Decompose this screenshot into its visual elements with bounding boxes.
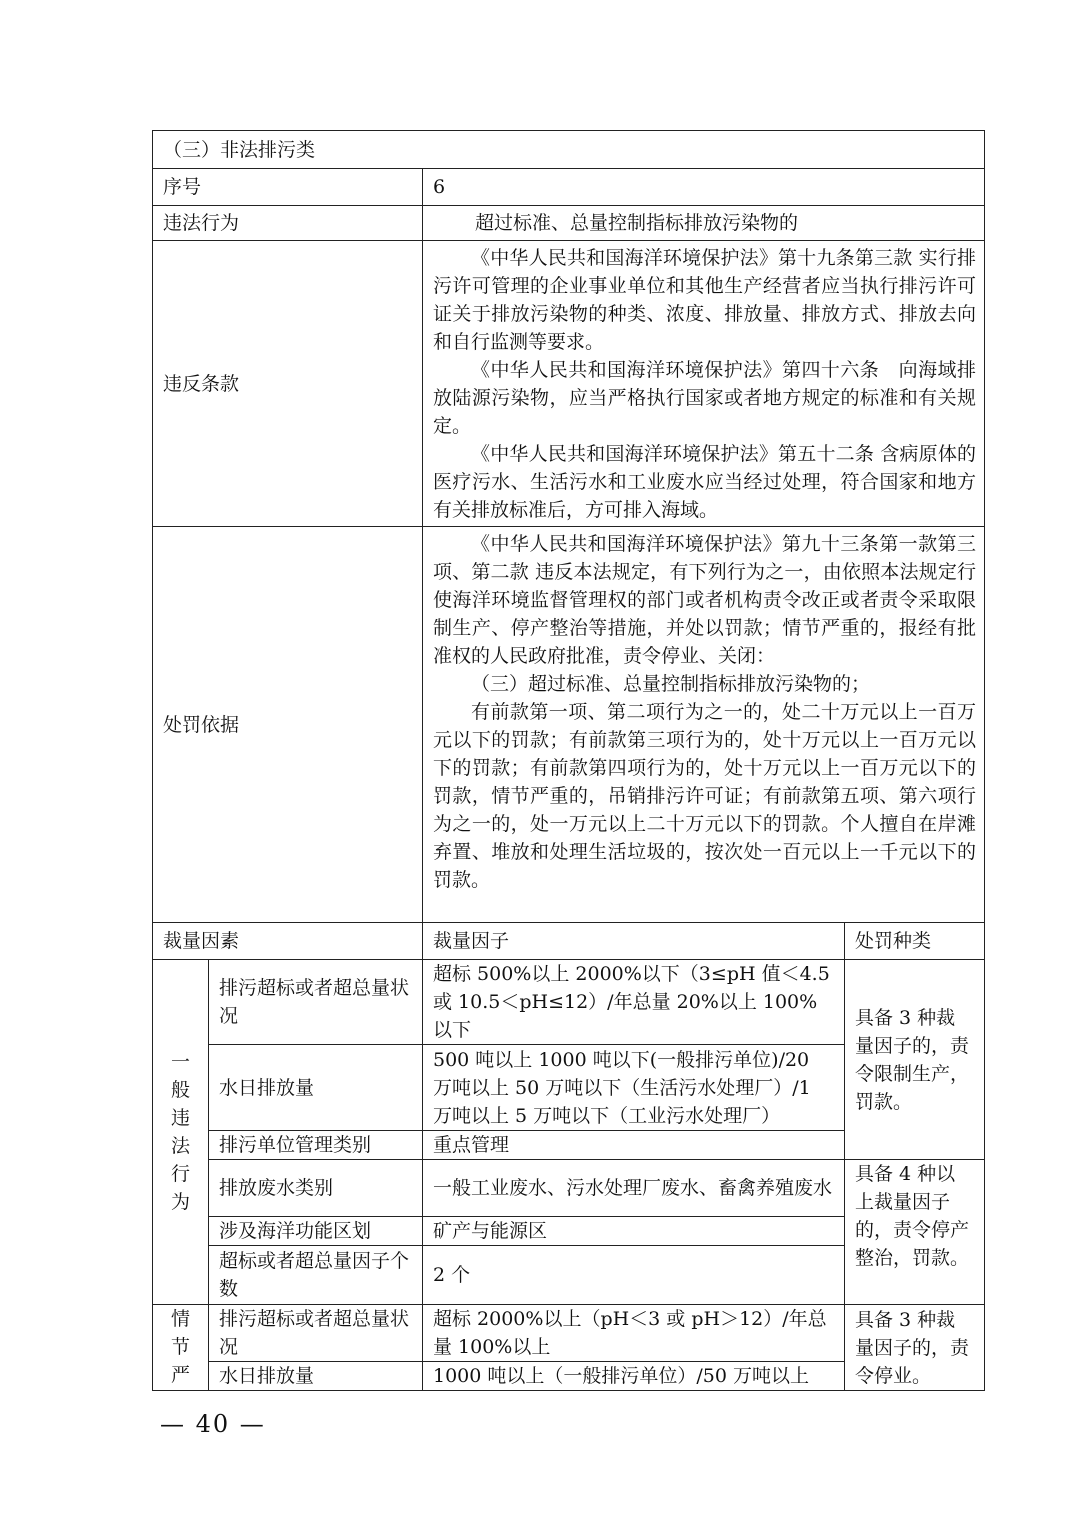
clause-paragraph: 《中华人民共和国海洋环境保护法》第四十六条 向海域排放陆源污染物，应当严格执行国家或者地方规定的标准和有关规定。 bbox=[433, 359, 977, 437]
serious-category-label: 情 节 严 bbox=[153, 1305, 209, 1391]
factor-name: 超标或者超总量因子个数 bbox=[209, 1246, 423, 1305]
factor-detail: 1000 吨以上（一般排污单位）/50 万吨以上 bbox=[423, 1362, 845, 1391]
factor-detail: 2 个 bbox=[423, 1246, 845, 1305]
page-number: — 40 — bbox=[160, 1410, 266, 1438]
factor-name: 涉及海洋功能区划 bbox=[209, 1217, 423, 1246]
basis-paragraph: 有前款第一项、第二项行为之一的，处二十万元以上一百万元以下的罚款；有前款第三项行为的，处十万元以上一百万元以下的罚款；有前款第四项行为的，处十万元以上一百万元以下的罚款，情节严重的，吊销排污许可证；有前款第五项、第六项行为之一的，处一万元以上二十万元以下的罚款。个人擅自在岸滩弃置、堆放和处理生活垃圾的，按次处一百元以上一千元以下的罚款。 bbox=[433, 701, 977, 891]
penalty-serious: 具备 3 种裁量因子的，责令停业。 bbox=[845, 1305, 985, 1391]
clauses-label: 违反条款 bbox=[153, 241, 423, 527]
violation-value: 超过标准、总量控制指标排放污染物的 bbox=[423, 206, 985, 241]
factor-name: 水日排放量 bbox=[209, 1045, 423, 1131]
seq-label: 序号 bbox=[153, 169, 423, 206]
factor-detail: 一般工业废水、污水处理厂废水、畜禽养殖废水 bbox=[423, 1160, 845, 1217]
penalty-general-2: 具备 4 种以上裁量因子的，责令停产整治，罚款。 bbox=[845, 1160, 985, 1305]
general-category-label: 一 般 违 法 行 为 bbox=[153, 960, 209, 1305]
factor-name: 排放废水类别 bbox=[209, 1160, 423, 1217]
factor-name: 水日排放量 bbox=[209, 1362, 423, 1391]
header-sub-factor: 裁量因子 bbox=[423, 923, 845, 960]
factor-detail: 重点管理 bbox=[423, 1131, 845, 1160]
basis-paragraph: 《中华人民共和国海洋环境保护法》第九十三条第一款第三项、第二款 违反本法规定，有下列行为之一，由依照本法规定行使海洋环境监督管理权的部门或者机构责令改正或者责令采取限制生产、停产整治等措施，并处以罚款；情节严重的，报经有批准权的人民政府批准，责令停业、关闭： bbox=[433, 533, 977, 667]
header-factor: 裁量因素 bbox=[153, 923, 423, 960]
factor-name: 排污单位管理类别 bbox=[209, 1131, 423, 1160]
factor-detail: 500 吨以上 1000 吨以下(一般排污单位)/20 万吨以上 50 万吨以下（生活污水处理厂）/1 万吨以上 5 万吨以下（工业污水处理厂） bbox=[423, 1045, 845, 1131]
clause-paragraph: 《中华人民共和国海洋环境保护法》第五十二条 含病原体的医疗污水、生活污水和工业废水应当经过处理，符合国家和地方有关排放标准后，方可排入海域。 bbox=[433, 443, 977, 521]
basis-paragraph: （三）超过标准、总量控制指标排放污染物的； bbox=[471, 673, 871, 695]
factor-name: 排污超标或者超总量状况 bbox=[209, 960, 423, 1045]
basis-text bbox=[423, 527, 985, 923]
factor-detail: 矿产与能源区 bbox=[423, 1217, 845, 1246]
factor-detail: 超标 500%以上 2000%以下（3≤pH 值＜4.5 或 10.5＜pH≤12）/年总量 20%以上 100%以下 bbox=[423, 960, 845, 1045]
basis-label: 处罚依据 bbox=[153, 527, 423, 923]
seq-value: 6 bbox=[423, 169, 985, 206]
penalty-general-1: 具备 3 种裁量因子的，责令限制生产，罚款。 bbox=[845, 960, 985, 1160]
clauses-text bbox=[423, 241, 985, 527]
clause-paragraph: 《中华人民共和国海洋环境保护法》第十九条第三款 实行排污许可管理的企业事业单位和其他生产经营者应当执行排污许可证关于排放污染物的种类、浓度、排放量、排放方式、排放去向和自行监测等要求。 bbox=[433, 247, 977, 353]
violation-label: 违法行为 bbox=[153, 206, 423, 241]
header-penalty: 处罚种类 bbox=[845, 923, 985, 960]
section-title: （三）非法排污类 bbox=[153, 131, 985, 169]
factor-detail: 超标 2000%以上（pH＜3 或 pH＞12）/年总量 100%以上 bbox=[423, 1305, 845, 1362]
factor-name: 排污超标或者超总量状况 bbox=[209, 1305, 423, 1362]
penalty-table bbox=[152, 130, 985, 1391]
